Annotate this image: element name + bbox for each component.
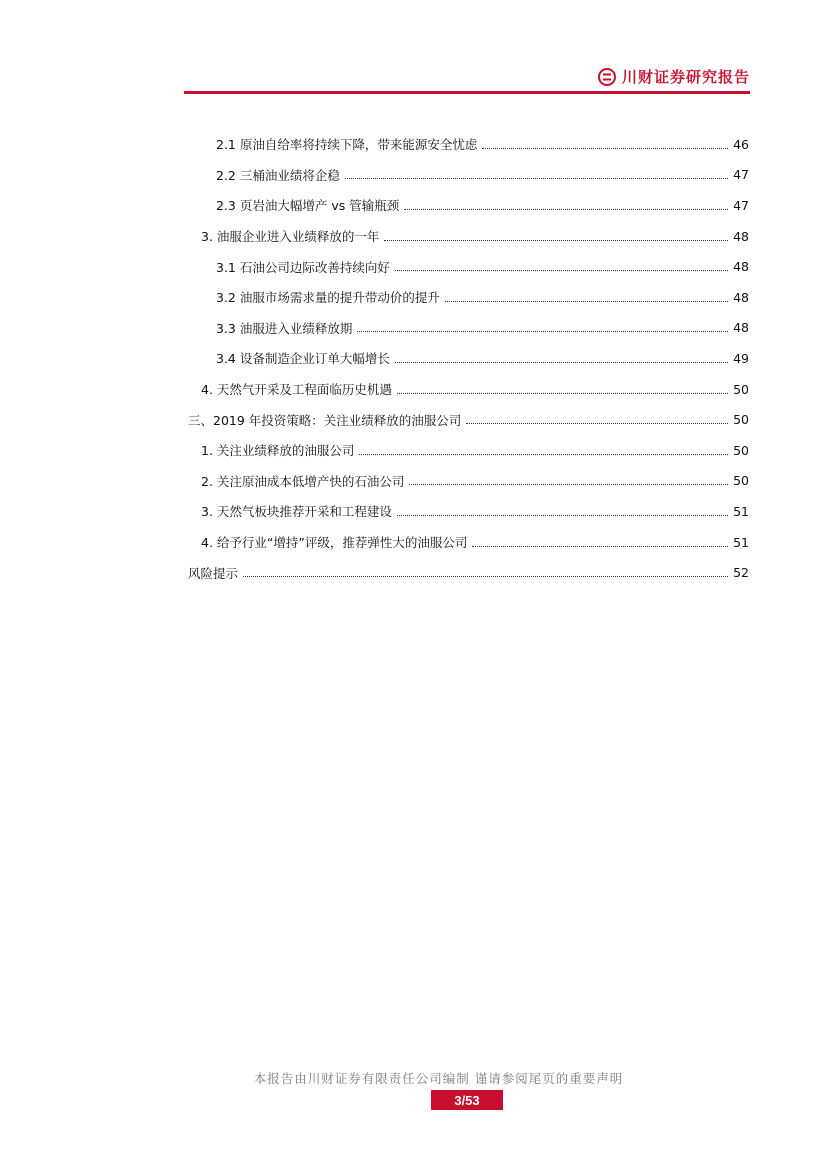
brand-title: 川财证券研究报告 xyxy=(621,68,750,86)
toc-entry[interactable] xyxy=(188,557,749,588)
toc-entry[interactable] xyxy=(188,435,749,466)
toc-entry-page: 50 xyxy=(733,473,749,489)
toc-entry-label: 2.3 页岩油大幅增产 vs 管输瓶颈 xyxy=(216,198,400,214)
toc-entry-label: 3. 天然气板块推荐开采和工程建设 xyxy=(201,504,392,520)
toc-entry-page: 47 xyxy=(733,197,749,213)
toc-entry[interactable] xyxy=(188,190,749,221)
toc-entry-page: 48 xyxy=(733,259,749,275)
toc-entry[interactable] xyxy=(188,251,749,282)
toc-entry-label: 4. 给予行业“增持”评级，推荐弹性大的油服公司 xyxy=(201,535,468,551)
toc-entry[interactable] xyxy=(188,343,749,374)
page-header xyxy=(184,60,750,96)
toc-entry-page: 50 xyxy=(733,442,749,458)
toc-entry-label: 2.2 三桶油业绩将企稳 xyxy=(216,167,340,183)
toc-leader-dots xyxy=(357,331,728,332)
toc-entry[interactable] xyxy=(188,496,749,527)
table-of-contents xyxy=(188,129,749,588)
toc-entry[interactable] xyxy=(188,221,749,252)
toc-entry-page: 50 xyxy=(733,412,749,428)
toc-entry-label: 2.1 原油自给率将持续下降，带来能源安全忧虑 xyxy=(216,137,478,153)
brand xyxy=(598,66,750,87)
toc-entry-page: 48 xyxy=(733,228,749,244)
toc-leader-dots xyxy=(395,362,728,363)
toc-entry-page: 49 xyxy=(733,350,749,366)
toc-leader-dots xyxy=(395,270,728,271)
toc-leader-dots xyxy=(445,301,728,302)
toc-entry-page: 51 xyxy=(733,503,749,519)
company-logo-icon xyxy=(598,68,616,86)
toc-leader-dots xyxy=(404,209,728,210)
toc-leader-dots xyxy=(397,393,728,394)
header-divider xyxy=(184,91,750,94)
toc-entry-label: 4. 天然气开采及工程面临历史机遇 xyxy=(201,382,392,398)
toc-entry[interactable] xyxy=(188,160,749,191)
toc-entry-label: 3. 油服企业进入业绩释放的一年 xyxy=(201,229,380,245)
toc-entry[interactable] xyxy=(188,129,749,160)
toc-entry-label: 三、2019 年投资策略：关注业绩释放的油服公司 xyxy=(188,412,462,428)
toc-entry-label: 3.1 石油公司边际改善持续向好 xyxy=(216,259,390,275)
toc-entry[interactable] xyxy=(188,466,749,497)
toc-entry-page: 50 xyxy=(733,381,749,397)
toc-entry-label: 3.2 油服市场需求量的提升带动价的提升 xyxy=(216,290,440,306)
toc-entry[interactable] xyxy=(188,374,749,405)
toc-leader-dots xyxy=(466,423,728,424)
toc-entry-label: 3.3 油服进入业绩释放期 xyxy=(216,320,353,336)
toc-leader-dots xyxy=(409,484,728,485)
toc-leader-dots xyxy=(397,515,728,516)
footer-disclaimer: 本报告由川财证券有限责任公司编制 谨请参阅尾页的重要声明 xyxy=(253,1071,624,1086)
toc-entry-page: 46 xyxy=(733,136,749,152)
toc-entry[interactable] xyxy=(188,527,749,558)
toc-entry-label: 3.4 设备制造企业订单大幅增长 xyxy=(216,351,390,367)
page-number-badge: 3/53 xyxy=(431,1090,503,1110)
toc-leader-dots xyxy=(243,576,728,577)
toc-entry-label: 风险提示 xyxy=(188,565,239,581)
toc-entry-page: 48 xyxy=(733,320,749,336)
toc-leader-dots xyxy=(359,454,728,455)
toc-entry-page: 51 xyxy=(733,534,749,550)
toc-entry-label: 1. 关注业绩释放的油服公司 xyxy=(201,443,355,459)
toc-leader-dots xyxy=(472,546,728,547)
toc-entry[interactable] xyxy=(188,404,749,435)
toc-entry[interactable] xyxy=(188,282,749,313)
toc-leader-dots xyxy=(384,240,728,241)
toc-entry-page: 48 xyxy=(733,289,749,305)
toc-leader-dots xyxy=(482,148,728,149)
toc-entry-page: 52 xyxy=(733,565,749,581)
toc-entry-page: 47 xyxy=(733,167,749,183)
toc-entry[interactable] xyxy=(188,313,749,344)
toc-leader-dots xyxy=(345,178,728,179)
toc-entry-label: 2. 关注原油成本低增产快的石油公司 xyxy=(201,473,405,489)
